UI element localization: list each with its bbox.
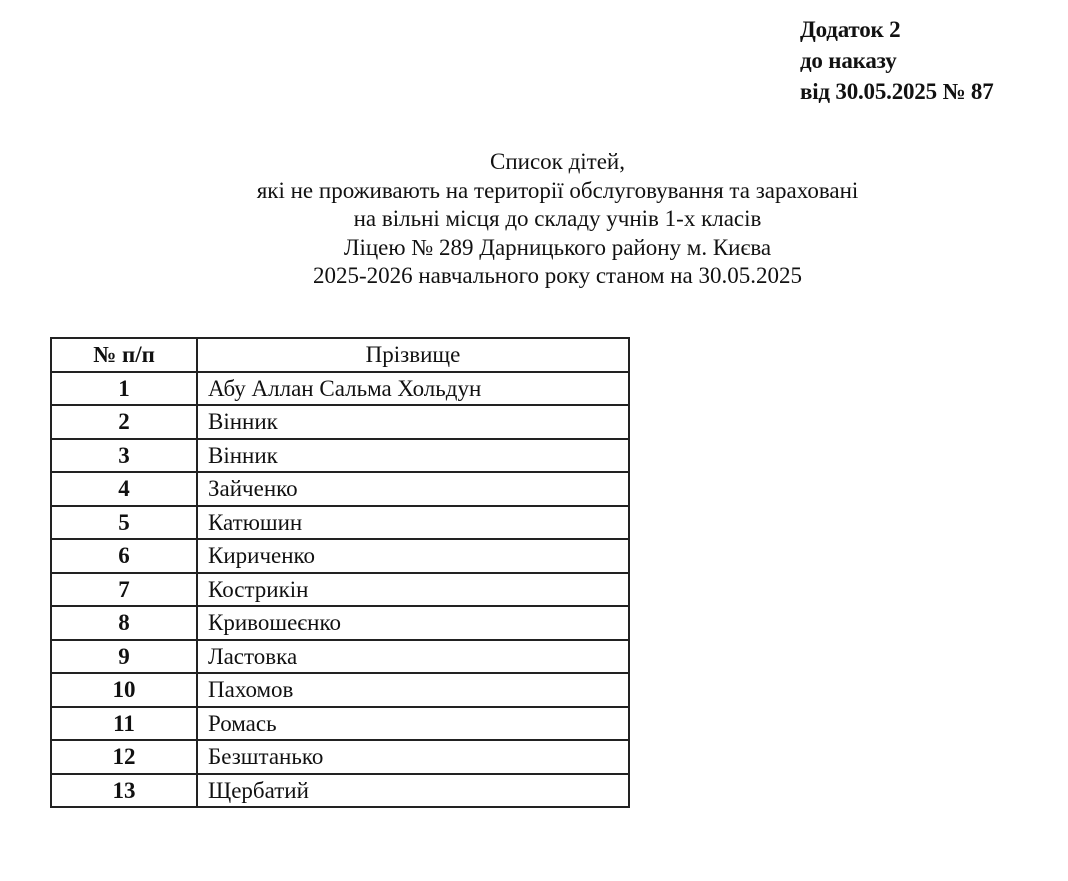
- table-row: [51, 405, 629, 439]
- row-surname: Вінник: [197, 439, 629, 473]
- table-row: [51, 573, 629, 607]
- row-surname: Абу Аллан Сальма Хольдун: [197, 372, 629, 406]
- table-row: [51, 774, 629, 808]
- header-number: № п/п: [51, 338, 197, 372]
- row-number: 3: [51, 439, 197, 473]
- row-number: 12: [51, 740, 197, 774]
- row-surname: Ластовка: [197, 640, 629, 674]
- row-surname: Ромась: [197, 707, 629, 741]
- row-surname: Щербатий: [197, 774, 629, 808]
- table-header-row: [51, 338, 629, 372]
- appendix-label: Додаток 2: [800, 17, 901, 42]
- title-line-4: Ліцею № 289 Дарницького району м. Києва: [343, 234, 772, 260]
- table-row: [51, 673, 629, 707]
- row-surname: Пахомов: [197, 673, 629, 707]
- title-line-5: 2025-2026 навчального року станом на 30.05.2025: [312, 263, 803, 288]
- row-surname: Зайченко: [197, 472, 629, 506]
- row-number: 11: [51, 707, 197, 741]
- row-surname: Безштанько: [197, 740, 629, 774]
- table-row: [51, 372, 629, 406]
- row-surname: Кривошеєнко: [197, 606, 629, 640]
- row-number: 2: [51, 405, 197, 439]
- table-row: [51, 472, 629, 506]
- title-line-1: Список дітей,: [489, 149, 625, 174]
- table-row: [51, 506, 629, 540]
- appendix-order-date: від 30.05.2025 № 87: [800, 79, 994, 104]
- row-number: 5: [51, 506, 197, 540]
- table-row: [51, 439, 629, 473]
- row-surname: Вінник: [197, 405, 629, 439]
- table-row: [51, 539, 629, 573]
- table-row: [51, 740, 629, 774]
- row-surname: Кострикін: [197, 573, 629, 607]
- row-number: 13: [51, 774, 197, 808]
- row-number: 6: [51, 539, 197, 573]
- table-row: [51, 640, 629, 674]
- title-line-2: які не проживають на території обслуговування та зараховані: [256, 177, 859, 203]
- row-number: 1: [51, 372, 197, 406]
- row-surname: Катюшин: [197, 506, 629, 540]
- title-line-3: на вільні місця до складу учнів 1-х класів: [353, 206, 762, 231]
- children-table: [50, 337, 630, 808]
- document-title: [0, 148, 1068, 291]
- table-row: [51, 606, 629, 640]
- row-number: 8: [51, 606, 197, 640]
- appendix-order-ref: до наказу: [800, 48, 897, 73]
- row-number: 10: [51, 673, 197, 707]
- row-number: 7: [51, 573, 197, 607]
- header-surname: Прізвище: [197, 338, 629, 372]
- appendix-header: [800, 14, 994, 107]
- row-number: 4: [51, 472, 197, 506]
- row-surname: Кириченко: [197, 539, 629, 573]
- table-row: [51, 707, 629, 741]
- row-number: 9: [51, 640, 197, 674]
